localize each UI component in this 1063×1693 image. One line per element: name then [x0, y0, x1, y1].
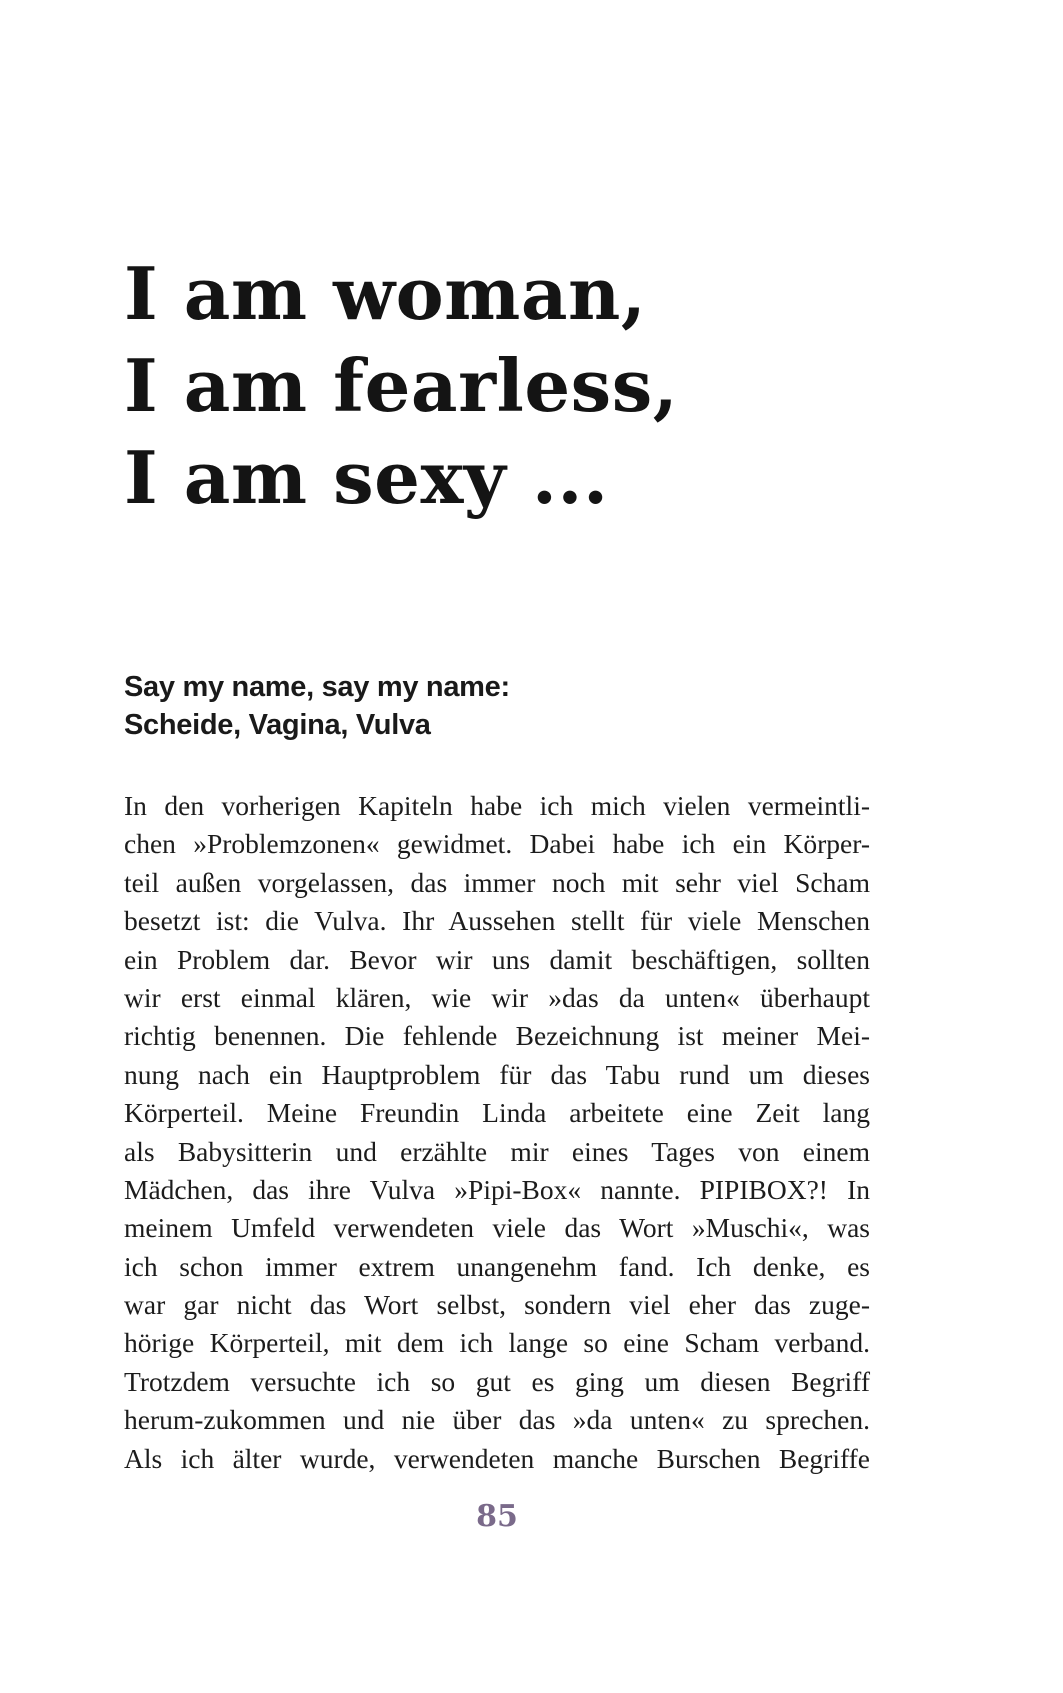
- body-line: In den vorherigen Kapiteln habe ich mich vielen vermeintli-: [124, 790, 870, 821]
- body-line: richtig benennen. Die fehlende Bezeichnung ist meiner Mei-: [124, 1020, 870, 1052]
- body-line: Als ich älter wurde, verwendeten manche Burschen Begriffe: [124, 1442, 870, 1474]
- page-number: 85: [476, 1499, 518, 1534]
- body-line: als Babysitterin und erzählte mir eines Tages von einem: [124, 1135, 870, 1167]
- body-line: meinem Umfeld verwendeten viele das Wort »Muschi«, was: [124, 1212, 870, 1244]
- chapter-title-line: I am woman,: [124, 251, 647, 336]
- body-paragraph: [124, 787, 870, 1478]
- body-line: nung nach ein Hauptproblem für das Tabu rund um dieses: [124, 1058, 870, 1090]
- chapter-title: [124, 248, 944, 524]
- body-line: Mädchen, das ihre Vulva »Pipi-Box« nannte. PIPIBOX?! In: [124, 1173, 870, 1205]
- body-line: hörige Körperteil, mit dem ich lange so eine Scham verband.: [124, 1327, 870, 1359]
- chapter-title-line: I am sexy ...: [124, 435, 609, 520]
- section-heading-line: Scheide, Vagina, Vulva: [124, 709, 431, 741]
- body-line: teil außen vorgelassen, das immer noch mit sehr viel Scham: [124, 866, 870, 898]
- body-line: war gar nicht das Wort selbst, sondern viel eher das zuge-: [124, 1289, 870, 1321]
- body-line: chen »Problemzonen« gewidmet. Dabei habe ich ein Körper-: [124, 828, 870, 860]
- body-line: besetzt ist: die Vulva. Ihr Aussehen stellt für viele Menschen: [124, 905, 870, 937]
- section-heading: [124, 668, 924, 744]
- body-line: ich schon immer extrem unangenehm fand. Ich denke, es: [124, 1250, 870, 1282]
- section-heading-line: Say my name, say my name:: [124, 671, 510, 703]
- body-line: herum-zukommen und nie über das »da unten« zu sprechen.: [124, 1404, 870, 1436]
- body-line: Körperteil. Meine Freundin Linda arbeitete eine Zeit lang: [124, 1097, 870, 1129]
- body-line: wir erst einmal klären, wie wir »das da unten« überhaupt: [124, 981, 870, 1013]
- body-line: ein Problem dar. Bevor wir uns damit beschäftigen, sollten: [124, 943, 870, 975]
- body-line: Trotzdem versuchte ich so gut es ging um diesen Begriff: [124, 1365, 870, 1397]
- chapter-title-line: I am fearless,: [124, 343, 679, 428]
